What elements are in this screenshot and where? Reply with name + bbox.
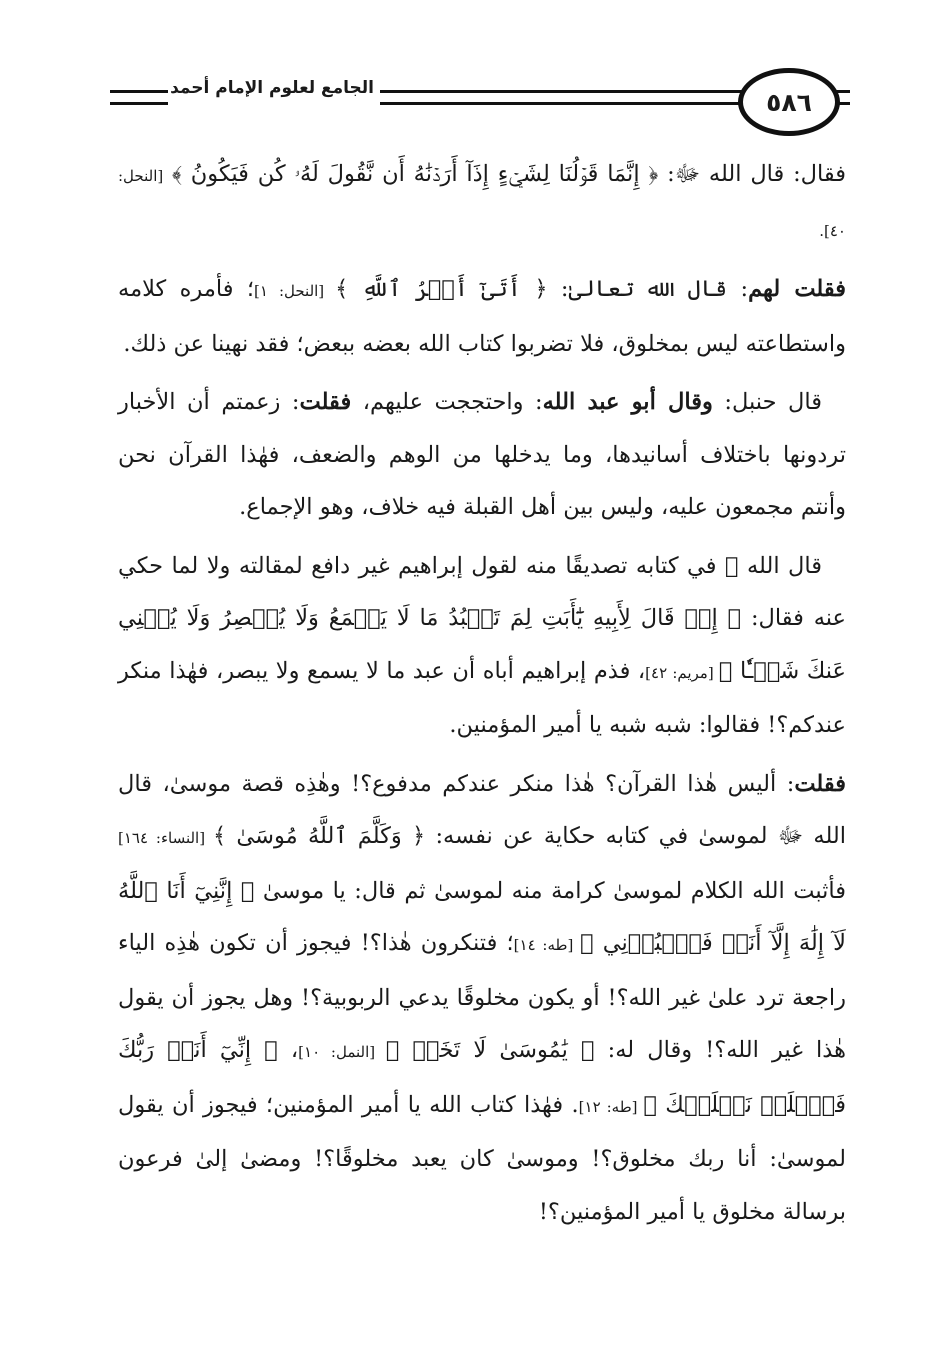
bold-lead: وقال أبو عبد الله [542,389,713,415]
verse-reference: [النحل: ١] [254,282,336,300]
bold-lead: فقلت لهم [748,276,847,302]
quran-verse: ﴿ أَتَىٰٓ أَمۡرُ ٱللَّهِ ﴾ [335,276,548,302]
quran-verse: ﴿ وَكَلَّمَ ٱللَّهُ مُوسَىٰ ﴾ [212,823,426,849]
page-number: ٥٨٦ [766,87,812,117]
page-number-oval [738,68,840,136]
page-header [110,66,850,136]
verse-reference: [طه: ١٤] [513,936,581,954]
paragraph-2: فقلت لهم: قال الله تعالىٰ: ﴿ أَتَىٰٓ أَمۡرُ ٱللَّهِ ﴾ [النحل: ١]؛ فأمره كلامه واستطاعته ليس بمخلوق، فلا تضربوا كتاب الله بعضه ببعض؛ فقد نهينا عن ذلك. [118,276,847,357]
verse-reference: [النحل: ٤٠]. [118,167,846,240]
header-rule-left [110,90,168,105]
verse-reference: [مريم: ٤٢] [645,663,719,682]
header-rule-middle [380,90,742,105]
paragraph-1: فقال: قال الله ﷻ: ﴿ إِنَّمَا قَوۡلُنَا لِشَيۡءٍ إِذَآ أَرَدۡنَٰهُ أَن نَّقُولَ لَهُۥ كُن فَيَكُونُ ﴾ [النحل: ٤٠]. [118,161,846,240]
paragraph-3: قال حنبل: وقال أبو عبد الله: واحتججت عليهم، فقلت: زعمتم أن الأخبار تردونها باختلاف أسانيدها، وما يدخلها من الوهم والضعف، فهٰذا القرآن نحن وأنتم مجمعون عليه، وليس بين أهل القبلة فيه خلاف، وهو الإجماع. [118,389,846,520]
paragraph-4: قال الله ﷻ في كتابه تصديقًا منه لقول إبراهيم غير دافع لمقالته ولا لما حكي عنه فقال: ﴿ إِذۡ قَالَ لِأَبِيهِ يَٰٓأَبَتِ لِمَ تَعۡبُدُ مَا لَا يَسۡمَعُ وَلَا يُبۡصِرُ وَلَا يُغۡنِي عَنكَ شَيۡـٔٗا ﴾ [مريم: ٤٢]، فذم إبراهيم أباه أن عبد ما لا يسمع ولا يبصر، فهٰذا منكر عندكم؟! فقالوا: شبه شبه يا أمير المؤمنين. [118,552,846,738]
bold-lead: فقلت [299,389,352,415]
verse-reference: [طه: ١٢] [578,1097,644,1116]
verse-reference: [النساء: ١٦٤] [118,829,213,847]
verse-reference: [النمل: ١٠] [298,1043,386,1061]
quran-verse: ﴿ إِنَّمَا قَوۡلُنَا لِشَيۡءٍ إِذَآ أَرَدۡنَٰهُ أَن نَّقُولَ لَهُۥ كُن فَيَكُونُ ﴾ [172,161,659,187]
running-title: الجامع لعلوم الإمام أحمد [170,78,374,98]
bold-lead: فقلت [794,770,846,797]
paragraph-5: فقلت: أليس هٰذا القرآن؟ هٰذا منكر عندكم مدفوع؟! وهٰذِه قصة موسىٰ، قال الله ﷻ لموسىٰ في كتابه حكاية عن نفسه: ﴿ وَكَلَّمَ ٱللَّهُ مُوسَىٰ ﴾ [النساء: ١٦٤] فأثبت الله الكلام لموسىٰ كرامة منه لموسىٰ ثم قال: يا موسىٰ ﴿ إِنَّنِيٓ أَنَا ٱللَّهُ لَآ إِلَٰهَ إِلَّآ أَنَا۠ فَٱعۡبُدۡنِي ﴾ [طه: ١٤]؛ فتنكرون هٰذا؟! فيجوز أن تكون هٰذِه الياء راجعة ترد علىٰ غير الله؟! أو يكون مخلوقًا يدعي الربوبية؟! وهل يجوز أن يقول هٰذا غير الله؟! وقال له: ﴿ يَٰمُوسَىٰ لَا تَخَفۡ ﴾ [النمل: ١٠]، ﴿ إِنِّيٓ أَنَا۠ رَبُّكَ فَٱخۡلَعۡ نَعۡلَيۡكَ ﴾ [طه: ١٢]. فهٰذا كتاب الله يا أمير المؤمنين؛ فيجوز أن يقول لموسىٰ: أنا ربك مخلوق؟! وموسىٰ كان يعبد مخلوقًا؟! ومضىٰ إلىٰ فرعون برسالة مخلوق يا أمير المؤمنين؟! [118,770,846,1225]
quran-verse: ﴿ إِذۡ قَالَ لِأَبِيهِ يَٰٓأَبَتِ لِمَ تَعۡبُدُ مَا لَا يَسۡمَعُ وَلَا يُبۡصِرُ وَلَا يُغۡنِي عَنكَ شَيۡـٔٗا ﴾ [118,605,846,684]
quran-verse: ﴿ إِنِّيٓ أَنَا۠ رَبُّكَ فَٱخۡلَعۡ نَعۡلَيۡكَ ﴾ [118,1037,846,1118]
quran-verse: ﴿ يَٰمُوسَىٰ لَا تَخَفۡ ﴾ [385,1037,595,1063]
body-text [118,148,846,1244]
quran-verse: ﴿ إِنَّنِيٓ أَنَا ٱللَّهُ لَآ إِلَٰهَ إِلَّآ أَنَا۠ فَٱعۡبُدۡنِي ﴾ [118,877,846,956]
